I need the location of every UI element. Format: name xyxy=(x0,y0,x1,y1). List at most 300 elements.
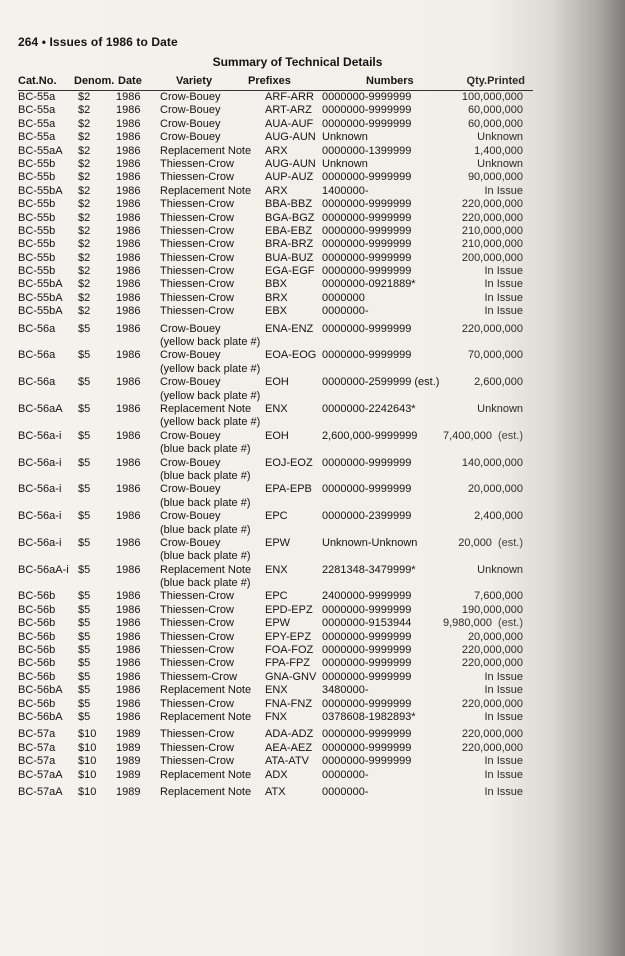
cell-date: 1989 xyxy=(116,741,141,754)
cell-prefix: BRA-BRZ xyxy=(265,238,314,251)
table-row xyxy=(18,604,533,617)
cell-variety: Replacement Note xyxy=(160,563,252,576)
table-row xyxy=(18,376,533,389)
cell-cat-no: BC-56a-i xyxy=(18,456,62,469)
variety-subline xyxy=(18,416,533,429)
cell-cat-no: BC-56b xyxy=(18,630,56,643)
cell-numbers: 2400000-9999999 xyxy=(322,590,412,603)
cell-qty-printed: 200,000,000 xyxy=(461,251,523,264)
cell-date: 1989 xyxy=(116,728,141,741)
cell-qty-printed: In Issue xyxy=(484,684,523,697)
header-denom: Denom. xyxy=(74,75,115,87)
cell-denom: $2 xyxy=(78,117,91,130)
cell-variety: Crow-Bouey xyxy=(160,376,221,389)
cell-prefix: ENX xyxy=(265,684,288,697)
cell-date: 1986 xyxy=(116,670,141,683)
cell-qty-printed: In Issue xyxy=(484,278,523,291)
cell-qty-printed: 2,400,000 xyxy=(474,510,523,523)
cell-cat-no: BC-56bA xyxy=(18,710,63,723)
cell-numbers: 0000000-2599999 (est.) xyxy=(322,376,440,389)
cell-plate-note: (yellow back plate #) xyxy=(160,336,261,349)
cell-date: 1986 xyxy=(116,305,141,318)
cell-numbers: 0000000-9999999 xyxy=(322,224,412,237)
cell-prefix: EGA-EGF xyxy=(265,265,315,278)
table-row xyxy=(18,457,533,470)
cell-prefix: ENX xyxy=(265,563,288,576)
cell-qty-printed: 220,000,000 xyxy=(461,657,523,670)
cell-variety: Crow-Bouey xyxy=(160,483,221,496)
cell-prefix: FPA-FPZ xyxy=(265,657,311,670)
cell-cat-no: BC-56a-i xyxy=(18,510,62,523)
cell-plate-note: (yellow back plate #) xyxy=(160,362,261,375)
cell-denom: $5 xyxy=(78,483,91,496)
cell-variety: Replacement Note xyxy=(160,785,252,798)
table-row xyxy=(18,349,533,362)
table-row xyxy=(18,278,533,291)
variety-subline xyxy=(18,577,533,590)
cell-cat-no: BC-55a xyxy=(18,131,56,144)
cell-prefix: EPC xyxy=(265,590,288,603)
cell-denom: $5 xyxy=(78,603,91,616)
cell-qty-printed: Unknown xyxy=(477,402,523,415)
cell-qty-printed: 220,000,000 xyxy=(461,741,523,754)
cell-numbers: 0000000-2399999 xyxy=(322,510,412,523)
cell-variety: Replacement Note xyxy=(160,710,252,723)
cell-date: 1986 xyxy=(116,644,141,657)
variety-subline xyxy=(18,497,533,510)
page-header: 264 • Issues of 1986 to Date xyxy=(18,35,178,49)
cell-numbers: 0378608-1982893* xyxy=(322,710,416,723)
cell-denom: $5 xyxy=(78,376,91,389)
table-row xyxy=(18,671,533,684)
qty-value: 9,980,000 xyxy=(443,617,492,630)
cell-variety: Replacement Note xyxy=(160,184,252,197)
cell-plate-note: (blue back plate #) xyxy=(160,550,251,563)
cell-numbers: 0000000-9999999 xyxy=(322,265,412,278)
cell-numbers: 0000000-9999999 xyxy=(322,657,412,670)
cell-qty-printed: 140,000,000 xyxy=(461,456,523,469)
cell-plate-note: (blue back plate #) xyxy=(160,443,251,456)
cell-cat-no: BC-55b xyxy=(18,211,56,224)
cell-numbers: 0000000-9999999 xyxy=(322,198,412,211)
cell-date: 1986 xyxy=(116,684,141,697)
cell-cat-no: BC-57aA xyxy=(18,785,63,798)
cell-prefix: EOJ-EOZ xyxy=(265,456,313,469)
cell-date: 1986 xyxy=(116,402,141,415)
cell-numbers: Unknown xyxy=(322,131,368,144)
cell-variety: Thiessen-Crow xyxy=(160,278,234,291)
table-row xyxy=(18,590,533,603)
cell-date: 1986 xyxy=(116,510,141,523)
cell-prefix: FNA-FNZ xyxy=(265,697,313,710)
table-row xyxy=(18,145,533,158)
cell-qty-printed: In Issue xyxy=(484,768,523,781)
cell-prefix: ARF-ARR xyxy=(265,91,314,103)
cell-prefix: BBX xyxy=(265,278,288,291)
cell-variety: Thiessen-Crow xyxy=(160,211,234,224)
cell-denom: $5 xyxy=(78,456,91,469)
table-row xyxy=(18,323,533,336)
cell-prefix: EBA-EBZ xyxy=(265,224,313,237)
table-header-row xyxy=(18,73,533,91)
cell-variety: Thiessen-Crow xyxy=(160,741,234,754)
cell-date: 1986 xyxy=(116,198,141,211)
cell-cat-no: BC-56bA xyxy=(18,684,63,697)
cell-denom: $2 xyxy=(78,144,91,157)
cell-cat-no: BC-56aA-i xyxy=(18,563,69,576)
cell-date: 1986 xyxy=(116,157,141,170)
cell-denom: $5 xyxy=(78,697,91,710)
cell-prefix: ADX xyxy=(265,768,288,781)
header-date: Date xyxy=(118,75,142,87)
cell-plate-note: (blue back plate #) xyxy=(160,523,251,536)
table-row xyxy=(18,510,533,523)
table-row xyxy=(18,185,533,198)
cell-denom: $5 xyxy=(78,349,91,362)
cell-numbers: Unknown-Unknown xyxy=(322,536,418,549)
cell-denom: $2 xyxy=(78,91,91,103)
cell-date: 1986 xyxy=(116,630,141,643)
cell-cat-no: BC-56a-i xyxy=(18,536,62,549)
cell-prefix: EOH xyxy=(265,376,289,389)
table-row xyxy=(18,430,533,443)
cell-denom: $10 xyxy=(78,785,97,798)
cell-variety: Thiessen-Crow xyxy=(160,157,234,170)
cell-qty-printed: 220,000,000 xyxy=(461,644,523,657)
cell-date: 1986 xyxy=(116,710,141,723)
table-row xyxy=(18,711,533,724)
cell-prefix: AUP-AUZ xyxy=(265,171,314,184)
cell-cat-no: BC-56b xyxy=(18,697,56,710)
cell-variety: Replacement Note xyxy=(160,768,252,781)
cell-cat-no: BC-56a-i xyxy=(18,483,62,496)
variety-subline xyxy=(18,524,533,537)
cell-denom: $5 xyxy=(78,657,91,670)
cell-variety: Thiessen-Crow xyxy=(160,291,234,304)
cell-prefix: BBA-BBZ xyxy=(265,198,313,211)
cell-denom: $10 xyxy=(78,755,97,768)
cell-qty-printed: 20,000,000 xyxy=(467,630,523,643)
cell-cat-no: BC-56aA xyxy=(18,402,63,415)
cell-date: 1986 xyxy=(116,603,141,616)
cell-numbers: 0000000- xyxy=(322,305,369,318)
table-row xyxy=(18,252,533,265)
cell-denom: $2 xyxy=(78,224,91,237)
cell-variety: Crow-Bouey xyxy=(160,104,221,117)
cell-prefix: EOH xyxy=(265,429,289,442)
cell-qty-printed: 220,000,000 xyxy=(461,322,523,335)
cell-denom: $2 xyxy=(78,198,91,211)
cell-variety: Thiessen-Crow xyxy=(160,697,234,710)
cell-prefix: EBX xyxy=(265,305,288,318)
cell-numbers: 0000000-9999999 xyxy=(322,728,412,741)
cell-numbers: 0000000-9153944 xyxy=(322,617,412,630)
qty-value: 20,000 xyxy=(458,536,492,549)
table-row xyxy=(18,118,533,131)
table-row xyxy=(18,657,533,670)
cell-denom: $5 xyxy=(78,630,91,643)
cell-qty-printed: Unknown xyxy=(477,157,523,170)
cell-date: 1986 xyxy=(116,536,141,549)
cell-numbers: 0000000- xyxy=(322,785,369,798)
cell-denom: $5 xyxy=(78,710,91,723)
cell-cat-no: BC-56b xyxy=(18,644,56,657)
cell-denom: $2 xyxy=(78,305,91,318)
table-row xyxy=(18,564,533,577)
cell-date: 1986 xyxy=(116,117,141,130)
cell-date: 1986 xyxy=(116,590,141,603)
cell-prefix: ARX xyxy=(265,184,288,197)
cell-variety: Thiessen-Crow xyxy=(160,644,234,657)
cell-variety: Thiessen-Crow xyxy=(160,171,234,184)
cell-variety: Thiessen-Crow xyxy=(160,603,234,616)
variety-subline xyxy=(18,363,533,376)
cell-prefix: EPY-EPZ xyxy=(265,630,312,643)
variety-subline xyxy=(18,470,533,483)
cell-numbers: 0000000-1399999 xyxy=(322,144,412,157)
cell-date: 1986 xyxy=(116,697,141,710)
cell-variety: Thiessen-Crow xyxy=(160,630,234,643)
cell-date: 1986 xyxy=(116,657,141,670)
table-row xyxy=(18,171,533,184)
cell-variety: Thiessen-Crow xyxy=(160,617,234,630)
cell-denom: $5 xyxy=(78,670,91,683)
cell-date: 1986 xyxy=(116,376,141,389)
cell-prefix: BRX xyxy=(265,291,288,304)
variety-subline xyxy=(18,550,533,563)
cell-numbers: 0000000-9999999 xyxy=(322,171,412,184)
cell-cat-no: BC-55a xyxy=(18,104,56,117)
cell-cat-no: BC-55b xyxy=(18,171,56,184)
table-row xyxy=(18,644,533,657)
cell-cat-no: BC-56a-i xyxy=(18,429,62,442)
cell-denom: $2 xyxy=(78,265,91,278)
cell-prefix: EPD-EPZ xyxy=(265,603,313,616)
cell-prefix: EPW xyxy=(265,536,291,549)
cell-qty-printed: Unknown xyxy=(477,563,523,576)
table-row xyxy=(18,225,533,238)
technical-details-table xyxy=(18,73,533,799)
table-row xyxy=(18,91,533,104)
cell-prefix: ADA-ADZ xyxy=(265,728,314,741)
table-row xyxy=(18,104,533,117)
cell-denom: $10 xyxy=(78,728,97,741)
cell-cat-no: BC-55b xyxy=(18,238,56,251)
cell-numbers: 0000000-9999999 xyxy=(322,322,412,335)
cell-qty-printed: In Issue xyxy=(484,265,523,278)
cell-cat-no: BC-55a xyxy=(18,91,56,103)
cell-qty-printed: 100,000,000 xyxy=(461,91,523,103)
cell-date: 1986 xyxy=(116,131,141,144)
cell-denom: $5 xyxy=(78,563,91,576)
cell-date: 1986 xyxy=(116,349,141,362)
estimate-mark: (est.) xyxy=(497,429,523,442)
cell-prefix: AUG-AUN xyxy=(265,157,316,170)
cell-date: 1989 xyxy=(116,755,141,768)
cell-numbers: 0000000-9999999 xyxy=(322,456,412,469)
cell-cat-no: BC-55bA xyxy=(18,305,63,318)
cell-numbers: 0000000-9999999 xyxy=(322,91,412,103)
cell-numbers: 0000000-9999999 xyxy=(322,630,412,643)
table-row xyxy=(18,698,533,711)
cell-cat-no: BC-55b xyxy=(18,251,56,264)
cell-numbers: 3480000- xyxy=(322,684,369,697)
cell-prefix: EPW xyxy=(265,617,291,630)
cell-denom: $2 xyxy=(78,131,91,144)
cell-numbers: 0000000-9999999 xyxy=(322,104,412,117)
table-row xyxy=(18,292,533,305)
cell-cat-no: BC-57a xyxy=(18,728,56,741)
cell-cat-no: BC-55bA xyxy=(18,291,63,304)
cell-qty-printed: 90,000,000 xyxy=(467,171,523,184)
cell-numbers: 0000000 xyxy=(322,291,365,304)
table-row xyxy=(18,238,533,251)
cell-qty-printed: 60,000,000 xyxy=(467,104,523,117)
table-row xyxy=(18,617,533,630)
cell-date: 1986 xyxy=(116,322,141,335)
cell-qty-printed: 20,000,000 xyxy=(467,483,523,496)
cell-prefix: ENX xyxy=(265,402,288,415)
table-row xyxy=(18,631,533,644)
cell-variety: Crow-Bouey xyxy=(160,91,221,103)
cell-prefix: ATA-ATV xyxy=(265,755,309,768)
cell-variety: Thiessen-Crow xyxy=(160,198,234,211)
cell-variety: Thiessen-Crow xyxy=(160,657,234,670)
variety-subline xyxy=(18,336,533,349)
cell-date: 1986 xyxy=(116,224,141,237)
cell-date: 1986 xyxy=(116,238,141,251)
cell-numbers: 0000000-9999999 xyxy=(322,741,412,754)
cell-numbers: 0000000-0921889* xyxy=(322,278,416,291)
cell-denom: $2 xyxy=(78,211,91,224)
cell-variety: Thiessen-Crow xyxy=(160,590,234,603)
cell-denom: $5 xyxy=(78,322,91,335)
cell-cat-no: BC-56b xyxy=(18,657,56,670)
cell-date: 1986 xyxy=(116,617,141,630)
cell-cat-no: BC-56b xyxy=(18,603,56,616)
cell-denom: $5 xyxy=(78,536,91,549)
estimate-mark: (est.) xyxy=(497,536,523,549)
table-row xyxy=(18,728,533,741)
cell-qty-printed: 210,000,000 xyxy=(461,224,523,237)
cell-prefix: FNX xyxy=(265,710,287,723)
cell-date: 1986 xyxy=(116,171,141,184)
cell-numbers: 0000000-9999999 xyxy=(322,644,412,657)
variety-subline xyxy=(18,390,533,403)
cell-qty-printed: 220,000,000 xyxy=(461,198,523,211)
cell-cat-no: BC-56b xyxy=(18,590,56,603)
cell-numbers: 0000000-9999999 xyxy=(322,697,412,710)
header-numbers: Numbers xyxy=(366,75,414,87)
cell-cat-no: BC-57a xyxy=(18,755,56,768)
table-title: Summary of Technical Details xyxy=(212,55,383,69)
cell-plate-note: (yellow back plate #) xyxy=(160,416,261,429)
table-row xyxy=(18,483,533,496)
cell-variety: Replacement Note xyxy=(160,402,252,415)
cell-numbers: 0000000-9999999 xyxy=(322,238,412,251)
cell-variety: Thiessen-Crow xyxy=(160,305,234,318)
cell-prefix: AUA-AUF xyxy=(265,117,314,130)
cell-variety: Crow-Bouey xyxy=(160,349,221,362)
cell-numbers: 2281348-3479999* xyxy=(322,563,416,576)
cell-variety: Thiessem-Crow xyxy=(160,670,238,683)
cell-denom: $2 xyxy=(78,251,91,264)
table-body xyxy=(18,91,533,799)
cell-numbers: 0000000-9999999 xyxy=(322,211,412,224)
cell-variety: Crow-Bouey xyxy=(160,510,221,523)
table-row xyxy=(18,265,533,278)
cell-date: 1986 xyxy=(116,483,141,496)
cell-denom: $5 xyxy=(78,402,91,415)
table-row xyxy=(18,537,533,550)
cell-cat-no: BC-56a xyxy=(18,376,56,389)
cell-qty-printed: 2,600,000 xyxy=(474,376,523,389)
cell-qty-printed: 1,400,000 xyxy=(474,144,523,157)
cell-date: 1986 xyxy=(116,251,141,264)
cell-plate-note: (blue back plate #) xyxy=(160,496,251,509)
header-cat-no: Cat.No. xyxy=(18,75,57,87)
cell-numbers: Unknown xyxy=(322,157,368,170)
cell-date: 1989 xyxy=(116,768,141,781)
cell-cat-no: BC-56a xyxy=(18,322,56,335)
cell-denom: $2 xyxy=(78,291,91,304)
cell-qty-printed: In Issue xyxy=(484,710,523,723)
cell-date: 1986 xyxy=(116,291,141,304)
table-row xyxy=(18,786,533,799)
table-row xyxy=(18,198,533,211)
cell-denom: $2 xyxy=(78,157,91,170)
cell-qty-printed: 190,000,000 xyxy=(461,603,523,616)
cell-prefix: BUA-BUZ xyxy=(265,251,314,264)
cell-denom: $2 xyxy=(78,171,91,184)
cell-prefix: AEA-AEZ xyxy=(265,741,313,754)
cell-variety: Crow-Bouey xyxy=(160,322,221,335)
cell-denom: $2 xyxy=(78,238,91,251)
cell-prefix: EOA-EOG xyxy=(265,349,317,362)
cell-cat-no: BC-57aA xyxy=(18,768,63,781)
table-row xyxy=(18,742,533,755)
cell-denom: $5 xyxy=(78,429,91,442)
table-row xyxy=(18,305,533,318)
cell-cat-no: BC-55bA xyxy=(18,278,63,291)
cell-variety: Crow-Bouey xyxy=(160,536,221,549)
cell-numbers: 0000000-2242643* xyxy=(322,402,416,415)
cell-qty-printed: 220,000,000 xyxy=(461,728,523,741)
cell-qty-printed: In Issue xyxy=(484,291,523,304)
cell-plate-note: (yellow back plate #) xyxy=(160,389,261,402)
cell-date: 1986 xyxy=(116,456,141,469)
cell-date: 1986 xyxy=(116,265,141,278)
cell-variety: Crow-Bouey xyxy=(160,131,221,144)
cell-denom: $10 xyxy=(78,768,97,781)
cell-numbers: 0000000-9999999 xyxy=(322,117,412,130)
cell-prefix: FOA-FOZ xyxy=(265,644,314,657)
cell-qty-printed: 210,000,000 xyxy=(461,238,523,251)
cell-denom: $5 xyxy=(78,644,91,657)
cell-date: 1986 xyxy=(116,104,141,117)
cell-qty-printed: In Issue xyxy=(484,305,523,318)
cell-prefix: AUG-AUN xyxy=(265,131,316,144)
cell-date: 1986 xyxy=(116,91,141,103)
cell-qty-printed: 70,000,000 xyxy=(467,349,523,362)
cell-variety: Thiessen-Crow xyxy=(160,728,234,741)
cell-denom: $5 xyxy=(78,590,91,603)
cell-numbers: 1400000- xyxy=(322,184,369,197)
cell-denom: $5 xyxy=(78,510,91,523)
cell-numbers: 0000000-9999999 xyxy=(322,251,412,264)
cell-qty-printed: 220,000,000 xyxy=(461,697,523,710)
cell-cat-no: BC-56a xyxy=(18,349,56,362)
